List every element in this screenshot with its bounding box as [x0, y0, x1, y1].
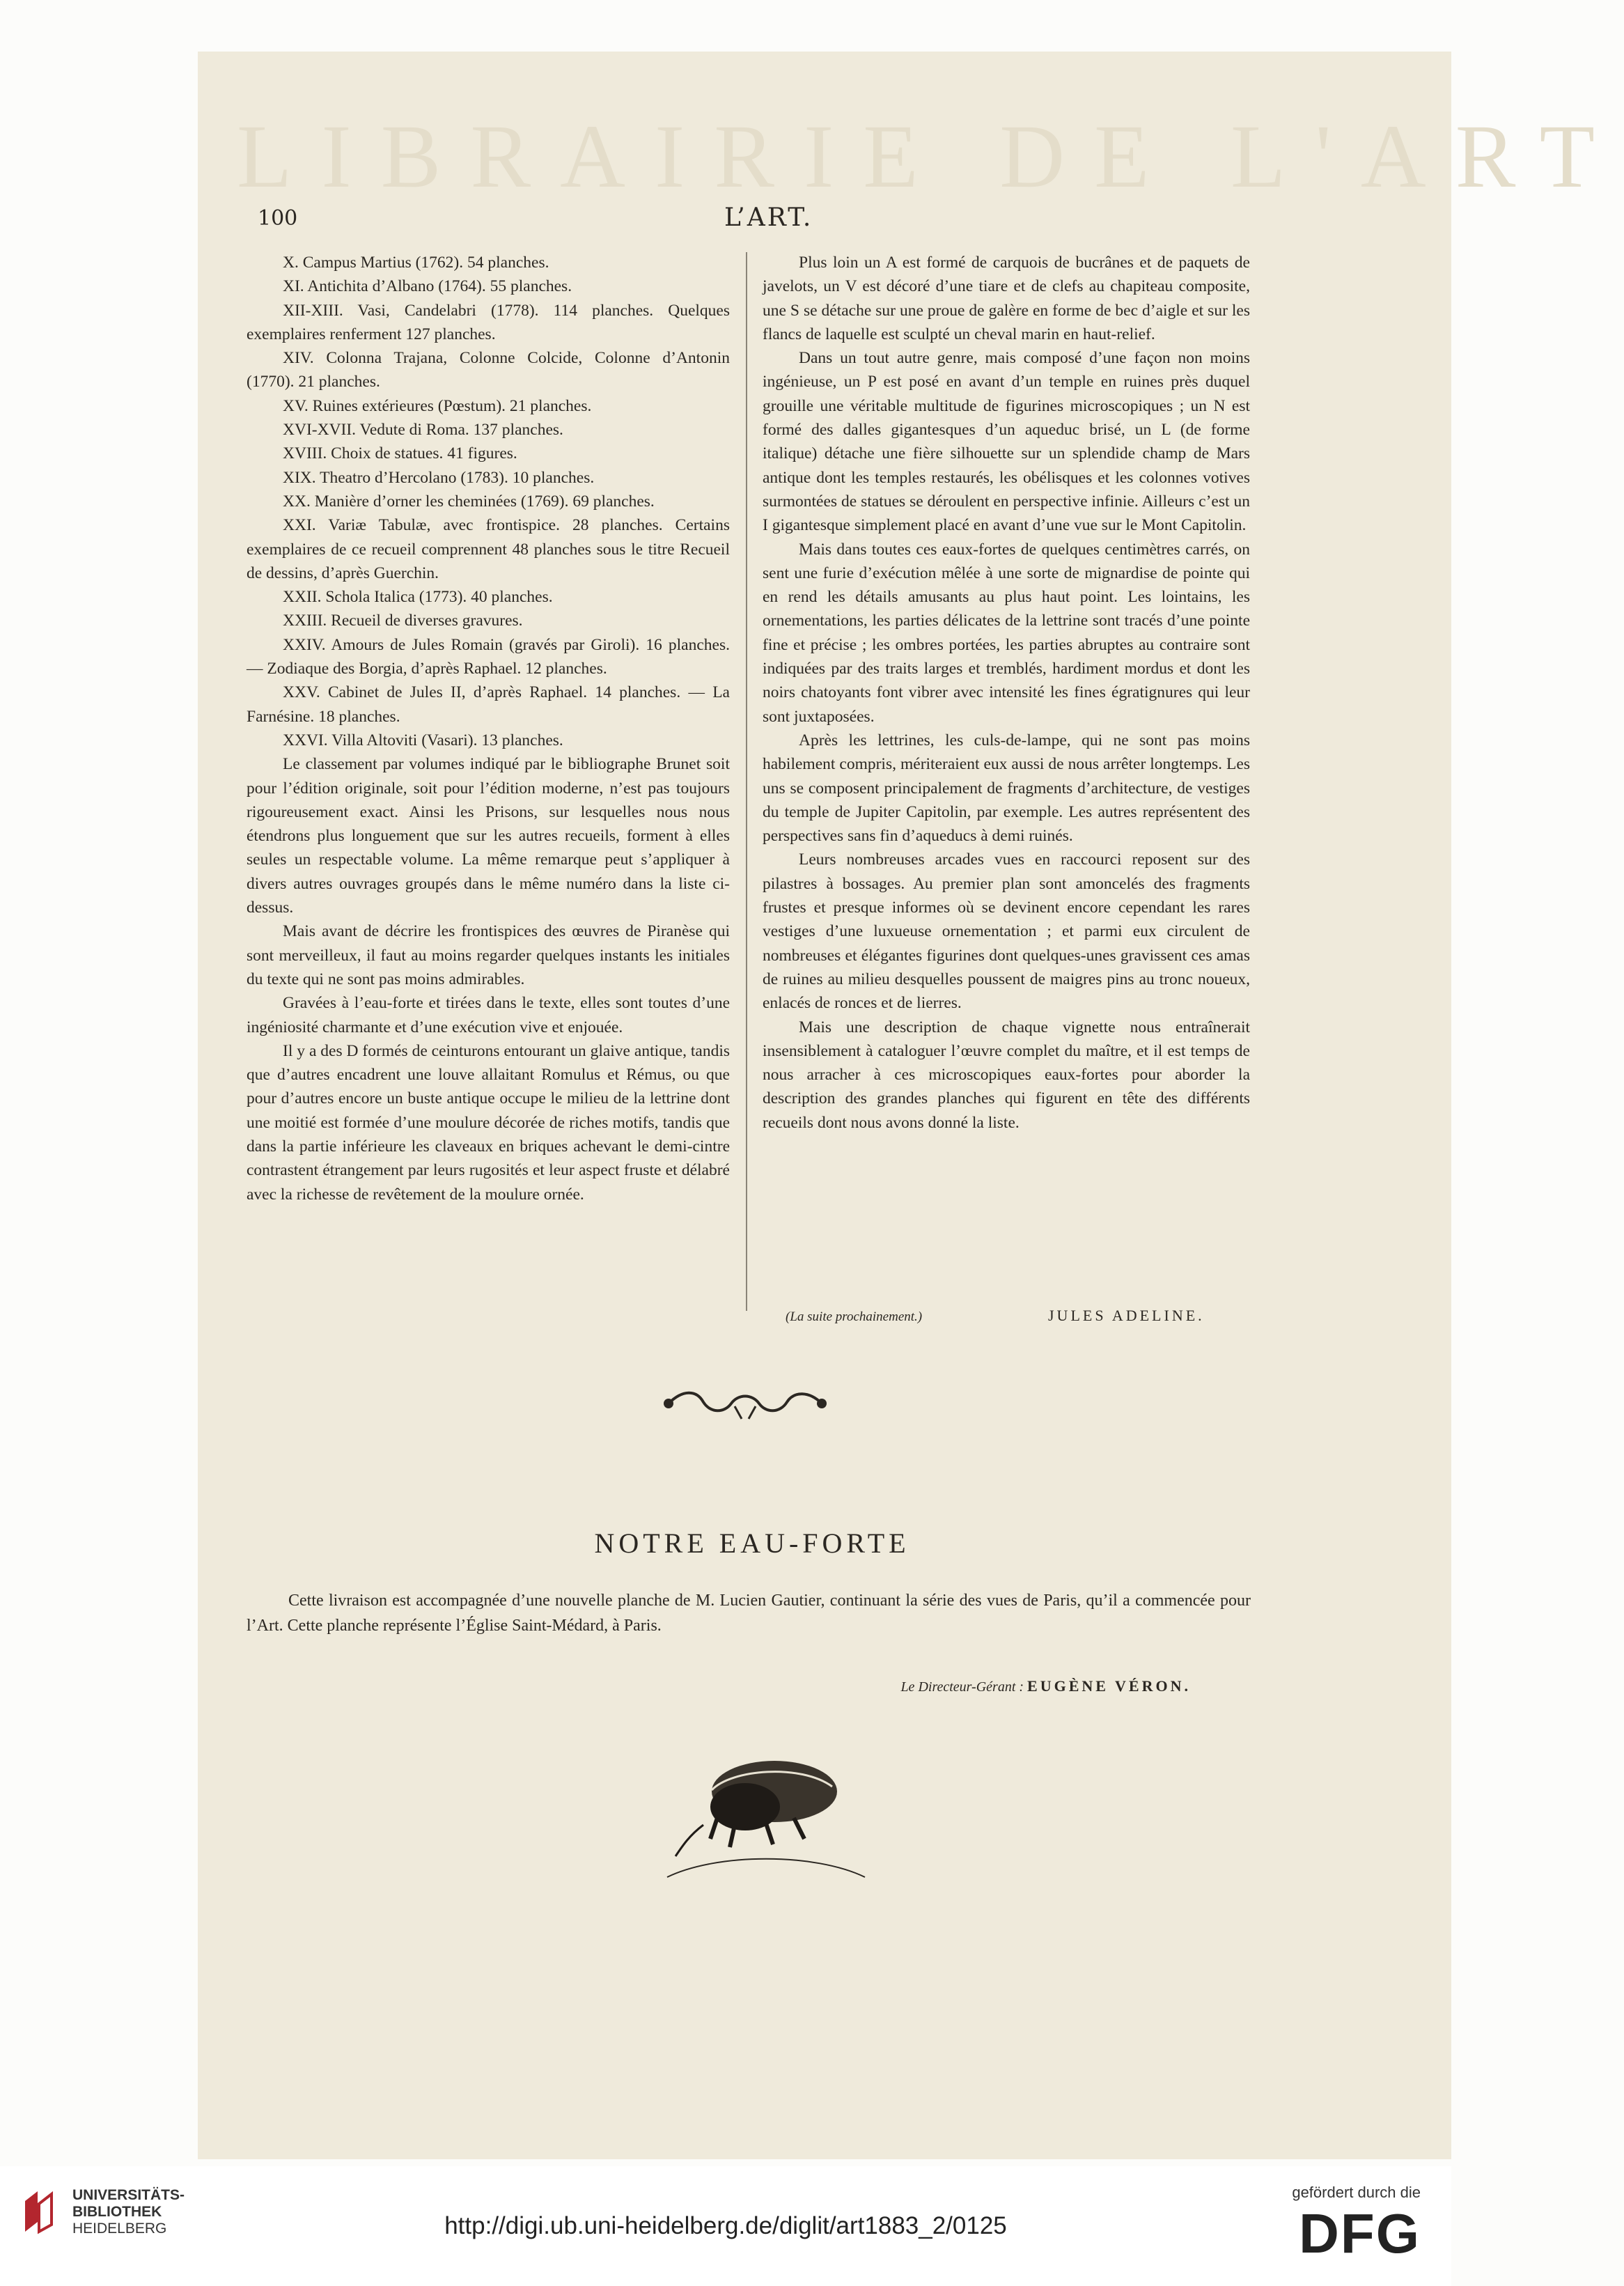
paragraph: XXIII. Recueil de diverses gravures. [283, 612, 523, 630]
paragraph: XXIV. Amours de Jules Romain (gravés par Giroli). 16 planches. — Zodiaque des Borgia, d’après Raphael. 12 planches. [247, 635, 730, 678]
paragraph: XXV. Cabinet de Jules II, d’après Raphael. 14 planches. — La Farnésine. 18 planches. [247, 683, 730, 726]
paragraph: XIV. Colonna Trajana, Colonne Colcide, Colonne d’Antonin (1770). 21 planches. [247, 349, 730, 391]
paragraph: Dans un tout autre genre, mais composé d’une façon non moins ingénieuse, un P est posé en avant d’un temple en ruines près duquel grouille une véritable multitude de figurines microscopiques ; un N est formé des dalles gigantesques d’un aqueduc brisé, un L (de forme italique) détache une fière silhouette sur un splendide champ de Mars antique dont les temples restaurés, les obélisques et les colonnes votives surmontées de statues se déroulent en perspective infinie. Ailleurs c’est un I gigantesque simplement placé en avant d’une vue sur le Mont Capitolin. [763, 349, 1250, 535]
director-name: EUGÈNE VÉRON. [1027, 1677, 1191, 1695]
running-title: L’ART. [724, 203, 813, 232]
source-url-link[interactable]: http://digi.ub.uni-heidelberg.de/diglit/art1883_2/0125 [444, 2212, 1007, 2239]
author-signature: JULES ADELINE. [1048, 1307, 1205, 1324]
page-number: 100 [258, 206, 298, 231]
director-line [900, 1677, 1191, 1695]
paragraph: Plus loin un A est formé de carquois de bucrânes et de paquets de javelots, un V est décoré d’une tiare et de clefs au chapiteau composite, une S se détache sur une proue de galère en forme de bec d’aigle et sur les flancs de laquelle est sculpté un cheval marin en haut-relief. [763, 254, 1250, 343]
director-label: Le Directeur-Gérant : [900, 1679, 1024, 1695]
paragraph: X. Campus Martius (1762). 54 planches. [283, 254, 549, 272]
paragraph: Après les lettrines, les culs-de-lampe, qui ne sont pas moins habilement compris, mériteraient eux aussi de nous arrêter longtemps. Les uns se composent principalement de fragments d’architecture, de vestiges du temple de Jupiter Capitolin, par exemple. Les autres représentent des perspectives sans fin d’aqueducs à demi ruinés. [763, 731, 1250, 846]
paragraph: XXI. Variæ Tabulæ, avec frontispice. 28 planches. Certains exemplaires de ce recueil comprennent 48 planches sous le titre Recueil de dessins, d’après Guerchin. [247, 516, 730, 582]
funder-block [1292, 2184, 1421, 2263]
continuation-note: (La suite prochainement.) [786, 1309, 923, 1324]
paragraph: Mais une description de chaque vignette nous entraînerait insensiblement à cataloguer l’œuvre complet du maître, et il est temps de nous arracher à ces microscopiques eaux-fortes pour aborder la description des grandes planches qui figurent en tête des différents recueils dont nous avons donné la liste. [763, 1018, 1250, 1132]
paragraph: Il y a des D formés de ceinturons entourant un glaive antique, tandis que d’autres encadrent une louve allaitant Romulus et Rémus, ou que pour d’autres encore un buste antique occupe le milieu de la lettrine dont une moitié est formée d’une moulure décorée de riches motifs, tandis que dans la partie inférieure les claveaux en briques achevant le demi-cintre contrastent étrangement par leurs rugosités et leur aspect fruste et délabré avec la richesse de revêtement de la moulure ornée. [247, 1041, 730, 1204]
paragraph: Mais dans toutes ces eaux-fortes de quelques centimètres carrés, on sent une furie d’exécution mêlée à une sorte de mignardise de pointe qui en rend les détails amusants au plus haut point. Les lointains, les ornementations, les parties délicates de la lettrine sont tracés d’une pointe fine et précise ; les ombres portées, les parties abruptes au contraire sont indiquées par des traits larges et tremblés, hardiment mordus et dont les noirs chatoyants font vibrer avec intensité les fines égratignures qui leur sont juxtaposées. [763, 540, 1250, 726]
ornament-rule-icon [655, 1383, 836, 1424]
dfg-logo: DFG [1299, 2202, 1421, 2264]
beetle-vignette-icon [662, 1748, 870, 1881]
paragraph: XI. Antichita d’Albano (1764). 55 planches. [283, 277, 572, 296]
paragraph: XXVI. Villa Altoviti (Vasari). 13 planches. [283, 731, 563, 749]
left-column [247, 251, 730, 1206]
paragraph: XII-XIII. Vasi, Candelabri (1778). 114 planches. Quelques exemplaires renferment 127 planches. [247, 301, 730, 343]
column-divider [746, 252, 747, 1311]
paragraph: Gravées à l’eau-forte et tirées dans le texte, elles sont toutes d’une ingéniosité charmante et d’une exécution vive et enjouée. [247, 994, 730, 1036]
section-title: NOTRE EAU-FORTE [594, 1527, 910, 1559]
right-column [763, 251, 1250, 1135]
paragraph: Le classement par volumes indiqué par le bibliographe Brunet soit pour l’édition originale, soit pour l’édition moderne, n’est pas toujours rigoureusement exact. Ainsi les Prisons, sur lesquelles nous nous étendrons plus longuement que sur les autres recueils, forment à elles seules un respectable volume. La même remarque peut s’appliquer à divers autres ouvrages groupés dans le même numéro dans la liste ci-dessus. [247, 755, 730, 917]
notice-text [247, 1588, 1251, 1638]
paragraph: XX. Manière d’orner les cheminées (1769). 69 planches. [283, 492, 655, 511]
funder-text: gefördert durch die [1292, 2184, 1421, 2201]
paragraph: Leurs nombreuses arcades vues en raccourci reposent sur des pilastres à bossages. Au premier plan sont amoncelés des fragments frustes et presque informes où se devinent encore cependant les rares vestiges d’une luxueuse ornementation ; et parmi eux circulent de nombreuses et élégantes figurines dont quelques-unes gravissent ces amas de ruines au milieu desquelles poussent de maigres pins au tronc noueux, enlacés de ronces et de lierres. [763, 850, 1250, 1013]
paragraph: XIX. Theatro d’Hercolano (1783). 10 planches. [283, 468, 595, 487]
paragraph: XXII. Schola Italica (1773). 40 planches. [283, 588, 553, 607]
paragraph: XV. Ruines extérieures (Pœstum). 21 planches. [283, 396, 592, 415]
ghost-show-through-text: LIBRAIRIE DE L'ART [237, 107, 1624, 207]
university-library-name: UNIVERSITÄTS- BIBLIOTHEK HEIDELBERG [72, 2187, 185, 2237]
paragraph: XVIII. Choix de statues. 41 figures. [283, 444, 517, 463]
paragraph: Mais avant de décrire les frontispices des œuvres de Piranèse qui sont merveilleux, il faut au moins regarder quelques instants les initiales du texte qui ne sont pas moins admirables. [247, 922, 730, 988]
paragraph: Cette livraison est accompagnée d’une nouvelle planche de M. Lucien Gautier, continuant la série des vues de Paris, qu’il a commencée pour l’Art. Cette planche représente l’Église Saint-Médard, à Paris. [247, 1592, 1251, 1635]
paragraph: XVI-XVII. Vedute di Roma. 137 planches. [283, 421, 563, 440]
